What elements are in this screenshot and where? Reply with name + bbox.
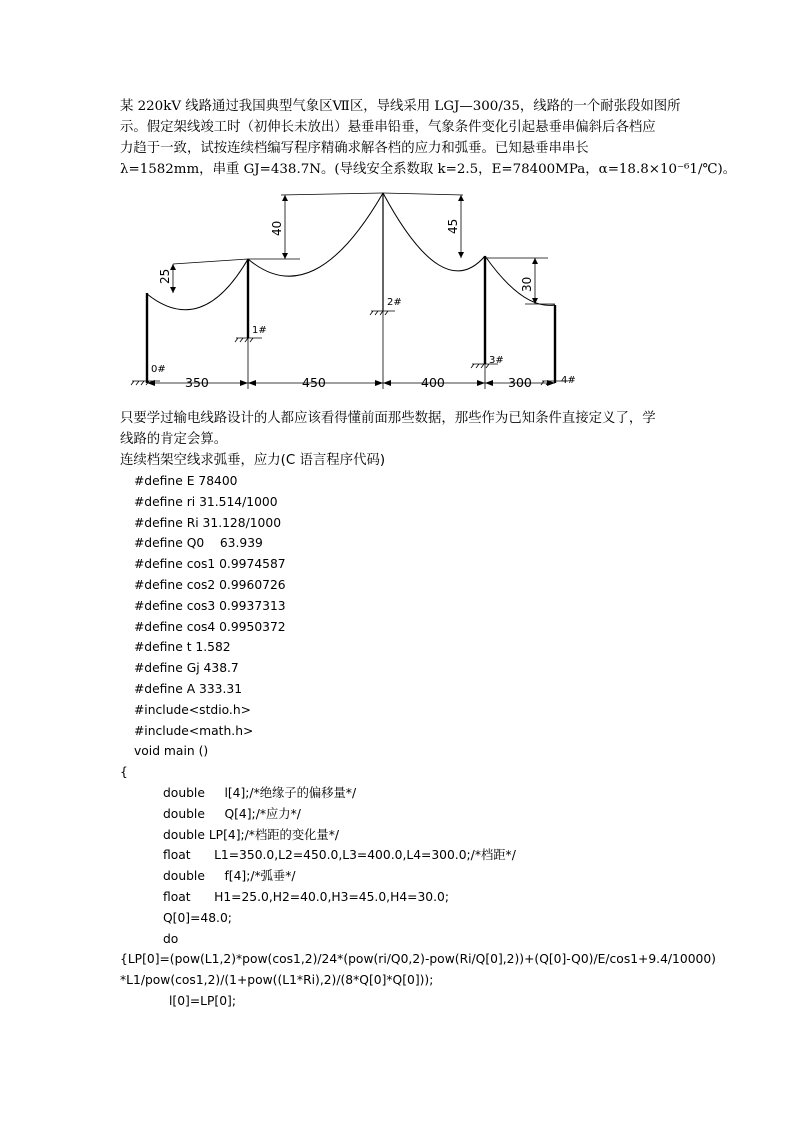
code-line: #define ri 31.514/1000 — [134, 494, 278, 509]
tower-label-1: 1# — [252, 325, 267, 336]
ground-hatch-marks — [131, 311, 568, 385]
code-line: #define Q0 63.939 — [134, 536, 263, 551]
code-line: Q[0]=48.0; — [163, 910, 232, 925]
code-line: #define cos4 0.9950372 — [134, 619, 286, 634]
tension-section-diagram — [118, 186, 588, 396]
code-line: #define Ri 31.128/1000 — [134, 515, 282, 530]
code-line: #include<stdio.h> — [134, 702, 251, 717]
c-code-block — [120, 471, 716, 1012]
dim-height-1: 25 — [158, 268, 172, 284]
code-line: #define cos1 0.9974587 — [134, 557, 286, 572]
intro-line-2: 示。假定架线竣工时（初伸长未放出）悬垂串铅垂，气象条件变化引起悬垂串偏斜后各档应 — [120, 120, 656, 135]
dim-span-1: 350 — [185, 375, 209, 390]
code-line: double LP[4];/*档距的变化量*/ — [163, 827, 340, 842]
explanation-text — [120, 408, 680, 471]
tower-label-0: 0# — [151, 364, 166, 375]
code-line: #define E 78400 — [134, 474, 238, 488]
dim-span-3: 400 — [421, 375, 445, 390]
code-line: double Q[4];/*应力*/ — [163, 806, 301, 821]
code-line: #define A 333.31 — [134, 681, 243, 696]
code-line: do — [163, 931, 179, 946]
tower-label-2: 2# — [387, 297, 402, 308]
code-line: double f[4];/*弧垂*/ — [163, 869, 296, 884]
code-line: #define Gj 438.7 — [134, 661, 239, 676]
problem-statement — [120, 96, 737, 180]
intro-line-1: 某 220kV 线路通过我国典型气象区Ⅶ区，导线采用 LGJ—300/35，线路的一个耐张段如图所 — [120, 99, 681, 114]
code-heading: 连续档架空线求弧垂，应力(C 语言程序代码) — [120, 453, 386, 468]
note-line-1: 只要学过输电线路设计的人都应该看得懂前面那些数据，那些作为已知条件直接定义了，学 — [120, 411, 656, 426]
intro-line-4: λ=1582mm，串重 GJ=438.7N。(导线安全系数取 k=2.5，E=78400MPa，α=18.8×10⁻⁶1/℃)。 — [120, 162, 737, 177]
code-line: #define cos3 0.9937313 — [134, 598, 286, 613]
code-line: { — [120, 765, 128, 780]
tower-label-4: 4# — [561, 375, 576, 386]
code-line: float H1=25.0,H2=40.0,H3=45.0,H4=30.0; — [163, 889, 449, 904]
code-line: #define t 1.582 — [134, 640, 231, 655]
intro-line-3: 力趋于一致，试按连续档编写程序精确求解各档的应力和弧垂。已知悬垂串串长 — [120, 141, 589, 156]
code-line: double l[4];/*绝缘子的偏移量*/ — [163, 785, 357, 800]
dim-height-2: 40 — [270, 220, 284, 236]
span-2-conductor — [248, 193, 383, 276]
span-3-conductor — [383, 193, 485, 271]
dim-height-4: 30 — [520, 276, 534, 292]
code-line: #include<math.h> — [134, 723, 254, 738]
dim-span-4: 300 — [508, 375, 532, 390]
code-line: void main () — [134, 744, 209, 759]
note-line-2: 线路的肯定会算。 — [120, 432, 228, 447]
dim-height-3: 45 — [446, 218, 460, 234]
code-line: float L1=350.0,L2=450.0,L3=400.0,L4=300.0;/*档距*/ — [163, 848, 516, 863]
code-line: {LP[0]=(pow(L1,2)*pow(cos1,2)/24*(pow(ri/Q0,2)-pow(Ri/Q[0],2))+(Q[0]-Q0)/E/cos1+9.4/10000) — [120, 952, 716, 967]
dim-span-2: 450 — [302, 375, 326, 390]
tower-label-3: 3# — [489, 355, 504, 366]
code-line: #define cos2 0.9960726 — [134, 577, 286, 592]
code-line: l[0]=LP[0]; — [169, 993, 236, 1008]
code-line: *L1/pow(cos1,2)/(1+pow((L1*Ri),2)/(8*Q[0]*Q[0])); — [120, 973, 434, 988]
